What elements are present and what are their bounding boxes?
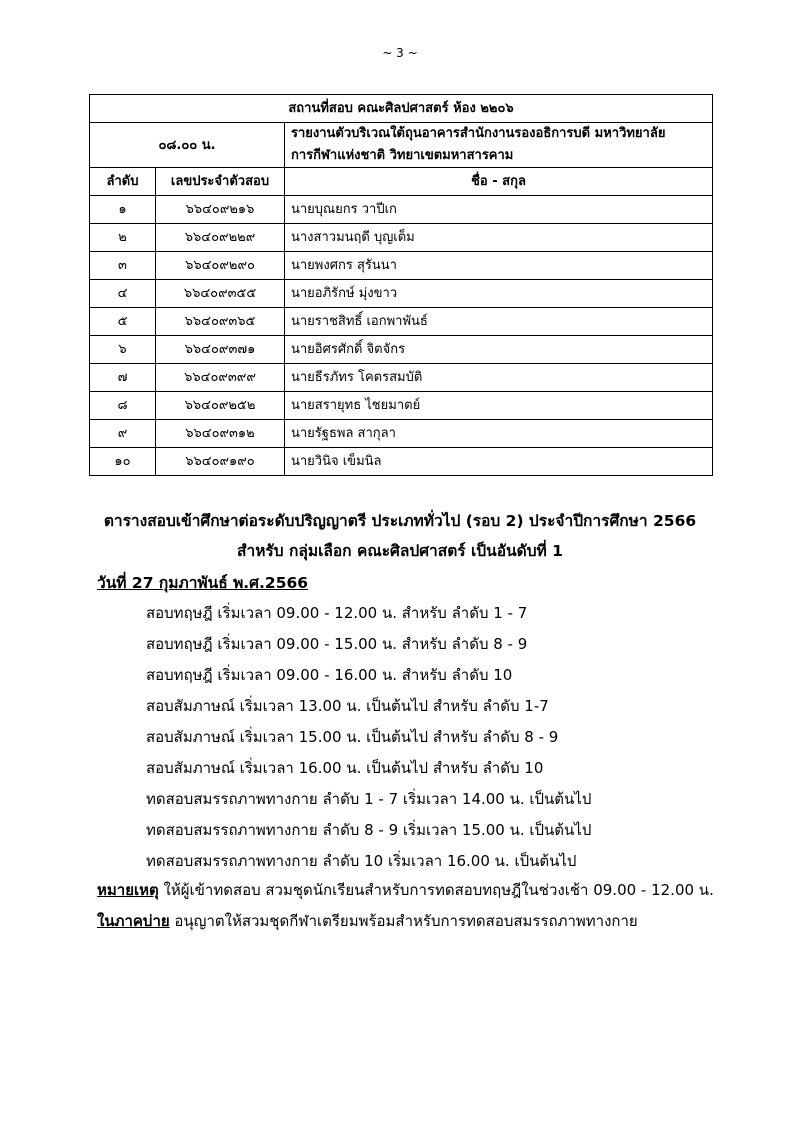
table-row	[90, 364, 713, 392]
header-name: ชื่อ - สกุล	[285, 168, 713, 196]
name-cell: นายพงศกร สุรันนา	[285, 252, 713, 280]
room-title: สถานที่สอบ คณะศิลปศาสตร์ ห้อง ๒๒๐๖	[90, 95, 713, 123]
report-time: ๐๘.๐๐ น.	[90, 123, 285, 168]
order-cell: ๔	[90, 280, 156, 308]
schedule-item: สอบสัมภาษณ์ เริ่มเวลา 16.00 น. เป็นต้นไป สำหรับ ลำดับ 10	[146, 759, 544, 777]
schedule-title-line2: สำหรับ กลุ่มเลือก คณะศิลปศาสตร์ เป็นอันดับที่ 1	[237, 542, 563, 560]
name-cell: นายราชสิทธิ์ เอกพาพันธ์	[285, 308, 713, 336]
table-row	[90, 224, 713, 252]
order-cell: ๑	[90, 196, 156, 224]
afternoon-text: อนุญาตให้สวมชุดกีฬาเตรียมพร้อมสำหรับการทดสอบสมรรถภาพทางกาย	[169, 912, 638, 930]
name-cell: นายวินิจ เข็มนิล	[285, 448, 713, 476]
note-text: ให้ผู้เข้าทดสอบ สวมชุดนักเรียนสำหรับการทดสอบทฤษฎีในช่วงเช้า 09.00 - 12.00 น.	[158, 881, 714, 899]
table-row	[90, 336, 713, 364]
table-row	[90, 392, 713, 420]
exam-id-cell: ๖๖๔๐๙๓๙๙	[156, 364, 285, 392]
name-cell: นายสรายุทธ ไชยมาตย์	[285, 392, 713, 420]
exam-id-cell: ๖๖๔๐๙๒๕๒	[156, 392, 285, 420]
exam-id-cell: ๖๖๔๐๙๒๑๖	[156, 196, 285, 224]
table-row	[90, 280, 713, 308]
exam-id-cell: ๖๖๔๐๙๓๑๒	[156, 420, 285, 448]
table-row	[90, 420, 713, 448]
table-row	[90, 308, 713, 336]
schedule-item: ทดสอบสมรรถภาพทางกาย ลำดับ 1 - 7 เริ่มเวลา 14.00 น. เป็นต้นไป	[146, 790, 592, 808]
exam-id-cell: ๖๖๔๐๙๓๕๕	[156, 280, 285, 308]
table-row	[90, 252, 713, 280]
schedule-item: สอบสัมภาษณ์ เริ่มเวลา 15.00 น. เป็นต้นไป สำหรับ ลำดับ 8 - 9	[146, 728, 559, 746]
schedule-item: ทดสอบสมรรถภาพทางกาย ลำดับ 10 เริ่มเวลา 16.00 น. เป็นต้นไป	[146, 852, 577, 870]
exam-id-cell: ๖๖๔๐๙๓๗๑	[156, 336, 285, 364]
exam-room-table	[89, 94, 713, 476]
report-location-line1: รายงานตัวบริเวณใต้ถุนอาคารสำนักงานรองอธิการบดี มหาวิทยาลัย	[291, 126, 666, 141]
header-order: ลำดับ	[90, 168, 156, 196]
schedule-item: ทดสอบสมรรถภาพทางกาย ลำดับ 8 - 9 เริ่มเวลา 15.00 น. เป็นต้นไป	[146, 821, 592, 839]
schedule-title-line1: ตารางสอบเข้าศึกษาต่อระดับปริญญาตรี ประเภททั่วไป (รอบ 2) ประจำปีการศึกษา 2566	[103, 512, 697, 530]
schedule-list	[146, 598, 591, 877]
schedule-item: สอบทฤษฎี เริ่มเวลา 09.00 - 15.00 น. สำหรับ ลำดับ 8 - 9	[146, 635, 528, 653]
name-cell: นายอิศรศักดิ์ จิตจักร	[285, 336, 713, 364]
order-cell: ๖	[90, 336, 156, 364]
order-cell: ๑๐	[90, 448, 156, 476]
exam-id-cell: ๖๖๔๐๙๑๙๐	[156, 448, 285, 476]
exam-id-cell: ๖๖๔๐๙๒๙๐	[156, 252, 285, 280]
header-exam-id: เลขประจำตัวสอบ	[156, 168, 285, 196]
note-afternoon	[97, 909, 638, 933]
afternoon-label: ในภาคบ่าย	[97, 912, 170, 930]
report-location-line2: การกีฬาแห่งชาติ วิทยาเขตมหาสารคาม	[291, 148, 514, 163]
roster-body	[90, 196, 713, 476]
exam-id-cell: ๖๖๔๐๙๓๖๕	[156, 308, 285, 336]
table-row	[90, 448, 713, 476]
order-cell: ๗	[90, 364, 156, 392]
name-cell: นายอภิรักษ์ มุ่งขาว	[285, 280, 713, 308]
name-cell: นายบุณยกร วาปีเก	[285, 196, 713, 224]
name-cell: นายรัฐธพล สากุลา	[285, 420, 713, 448]
table-row	[90, 196, 713, 224]
schedule-item: สอบทฤษฎี เริ่มเวลา 09.00 - 16.00 น. สำหรับ ลำดับ 10	[146, 666, 513, 684]
schedule-item: สอบสัมภาษณ์ เริ่มเวลา 13.00 น. เป็นต้นไป สำหรับ ลำดับ 1-7	[146, 697, 549, 715]
note-label: หมายเหตุ	[97, 881, 159, 899]
order-cell: ๓	[90, 252, 156, 280]
exam-id-cell: ๖๖๔๐๙๒๒๙	[156, 224, 285, 252]
order-cell: ๒	[90, 224, 156, 252]
order-cell: ๙	[90, 420, 156, 448]
note-uniform	[97, 878, 714, 902]
page-number: ~ 3 ~	[382, 46, 418, 60]
order-cell: ๕	[90, 308, 156, 336]
schedule-item: สอบทฤษฎี เริ่มเวลา 09.00 - 12.00 น. สำหรับ ลำดับ 1 - 7	[146, 604, 528, 622]
order-cell: ๘	[90, 392, 156, 420]
name-cell: นางสาวมนฤดี บุญเต็ม	[285, 224, 713, 252]
name-cell: นายธีรภัทร โคตรสมบัติ	[285, 364, 713, 392]
report-location	[285, 123, 713, 168]
exam-date: วันที่ 27 กุมภาพันธ์ พ.ศ.2566	[97, 574, 309, 592]
